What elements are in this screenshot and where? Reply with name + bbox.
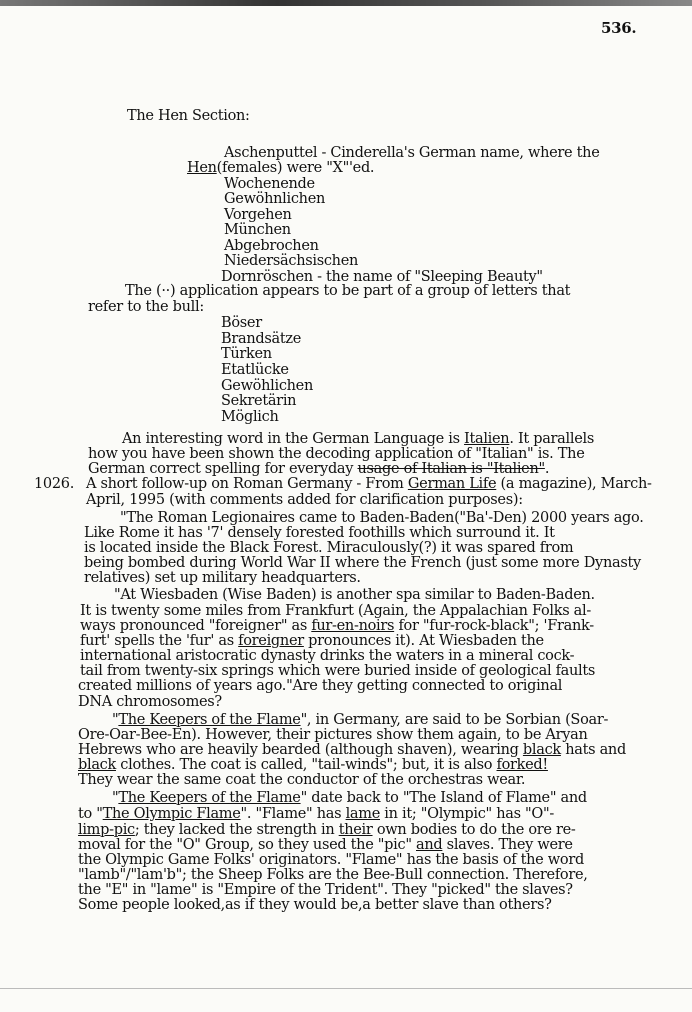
keepers2-line-2 <box>78 806 554 822</box>
list-item: Dornröschen - the name of "Sleeping Beauty" <box>221 269 543 285</box>
keepers2-line-1 <box>112 790 587 806</box>
roman-line-5: relatives) set up military headquarters. <box>84 570 361 586</box>
keepers-line-4 <box>78 757 548 773</box>
text-segment: clothes. The coat is called, "tail-winds"; but, it is also <box>115 757 497 773</box>
wiesbaden-line-3 <box>80 618 594 634</box>
text-segment: to " <box>78 806 103 822</box>
text-segment: Language is <box>373 431 465 447</box>
italien-line-3 <box>88 461 549 477</box>
text-segment: own bodies to do the ore re- <box>372 822 576 838</box>
text-segment: furt' spells the 'fur' as <box>80 633 239 649</box>
hen-word: Hen <box>187 160 217 176</box>
underlined-word: foreigner <box>238 633 304 649</box>
text-segment: slaves. They were <box>442 837 573 853</box>
underlined-phrase: The Olympic Flame <box>102 806 241 822</box>
text-segment: . It parallels <box>509 431 594 447</box>
list-item: Böser <box>221 315 262 331</box>
section-title: The Hen Section: <box>127 108 250 124</box>
text-segment: pronounces it). At Wiesbaden the <box>303 633 544 649</box>
underlined-word: forked! <box>496 757 548 773</box>
underlined-word: fur-en-noirs <box>311 618 395 634</box>
text-segment: Hebrews who are heavily bearded (although shaven), wearing <box>78 742 523 758</box>
keepers2-line-8: Some people looked,as if they would be,a better slave than others? <box>78 897 552 913</box>
roman-line-4: being bombed during World War II where the French (just some more Dynasty <box>84 555 641 571</box>
underlined-word: limp-pic <box>78 822 135 838</box>
italien-word: Italien <box>464 431 510 447</box>
wiesbaden-line-4 <box>80 633 544 649</box>
wiesbaden-line-8: DNA chromosomes? <box>78 694 222 710</box>
wiesbaden-line-1: "At Wiesbaden (Wise Baden) is another spa similar to Baden-Baden. <box>114 587 595 603</box>
keepers-line-1 <box>112 712 608 728</box>
list-item: Türken <box>221 346 272 362</box>
entry-1026-line-2: April, 1995 (with comments added for clarification purposes): <box>86 492 523 508</box>
keepers-line-3 <box>78 742 626 758</box>
bull-intro-line-2: refer to the bull: <box>88 299 204 315</box>
underlined-phrase: The Keepers of the Flame <box>118 712 301 728</box>
text-segment: moval for the "O" Group, so they used the "pic" <box>78 837 416 853</box>
text-segment: ", in Germany, are said to be Sorbian (Soar- <box>300 712 609 728</box>
list-item: Brandsätze <box>221 331 301 347</box>
bull-intro-line-1: The (··) application appears to be part of a group of letters that <box>125 283 571 299</box>
text-segment: An interesting word in the German <box>122 431 374 447</box>
text-segment: " date back to "The Island of Flame" and <box>300 790 587 806</box>
intro-line-2-rest: (females) were "X"'ed. <box>216 160 375 176</box>
entry-number: 1026. <box>34 476 75 492</box>
wiesbaden-line-2: It is twenty some miles from Frankfurt (Again, the Appalachian Folks al- <box>80 603 591 619</box>
underlined-word: lame <box>345 806 380 822</box>
wiesbaden-line-7: created millions of years ago."Are they getting connected to original <box>78 678 563 694</box>
underlined-word: and <box>416 837 443 853</box>
text-segment: ". "Flame" has <box>240 806 346 822</box>
intro-line-1: Aschenputtel - Cinderella's German name, where the <box>224 145 600 161</box>
list-item: Niedersächsischen <box>224 253 359 269</box>
wiesbaden-line-5: international aristocratic dynasty drinks the waters in a mineral cock- <box>80 648 575 664</box>
magazine-title: German Life <box>407 476 497 492</box>
keepers2-line-6: "lamb"/"lam'b"; the Sheep Folks are the Bee-Bull connection. Therefore, <box>78 867 588 883</box>
text-segment: ways pronounced "foreigner" as <box>80 618 312 634</box>
list-item: Sekretärin <box>221 393 297 409</box>
list-item: Wochenende <box>224 176 315 192</box>
keepers2-line-5: the Olympic Game Folks' originators. "Flame" has the basis of the word <box>78 852 584 868</box>
text-segment: ; they lacked the strength in <box>134 822 339 838</box>
list-item: Gewöhnlichen <box>224 191 326 207</box>
text-segment: in it; "Olympic" has "O"- <box>380 806 554 822</box>
scan-bottom-edge <box>0 988 692 989</box>
list-item: Vorgehen <box>224 207 292 223</box>
wiesbaden-line-6: tail from twenty-six springs which were buried inside of geological faults <box>80 663 596 679</box>
text-segment: for "fur-rock-black"; 'Frank- <box>394 618 594 634</box>
list-item: Gewöhlichen <box>221 378 313 394</box>
list-item: Abgebrochen <box>224 238 319 254</box>
text-segment: hats and <box>560 742 626 758</box>
keepers-line-5: They wear the same coat the conductor of the orchestras wear. <box>78 772 526 788</box>
text-segment: . <box>544 461 550 477</box>
roman-line-1: "The Roman Legionaires came to Baden-Baden("Ba'-Den) 2000 years ago. <box>120 510 644 526</box>
intro-line-2 <box>187 160 374 176</box>
page-number: 536. <box>601 19 637 37</box>
underlined-word: black <box>78 757 116 773</box>
keepers2-line-4 <box>78 837 573 853</box>
text-segment: German correct spelling for everyday <box>88 461 358 477</box>
italien-line-1 <box>122 431 594 447</box>
roman-line-2: Like Rome it has '7' densely forested foothills which surround it. It <box>84 525 555 541</box>
underlined-word: their <box>338 822 373 838</box>
list-item: Möglich <box>221 409 279 425</box>
keepers2-line-3 <box>78 822 575 838</box>
struck-text: usage of Italian is "Italien" <box>357 461 545 477</box>
list-item: München <box>224 222 291 238</box>
underlined-word: black <box>522 742 561 758</box>
roman-line-3: is located inside the Black Forest. Miraculously(?) it was spared from <box>84 540 574 556</box>
list-item: Etatlücke <box>221 362 289 378</box>
keepers-line-2: Ore-Oar-Bee-En). However, their pictures show them again, to be Aryan <box>78 727 588 743</box>
text-segment: " <box>112 790 119 806</box>
scan-top-edge <box>0 0 692 6</box>
underlined-phrase: The Keepers of the Flame <box>118 790 301 806</box>
entry-1026-line-1 <box>86 476 652 492</box>
italien-line-2: how you have been shown the decoding application of "Italian" is. The <box>88 446 585 462</box>
text-segment: " <box>112 712 119 728</box>
keepers2-line-7: the "E" in "lame" is "Empire of the Trident". They "picked" the slaves? <box>78 882 573 898</box>
text-segment: (a magazine), March- <box>496 476 652 492</box>
text-segment: A short follow-up on Roman Germany - From <box>86 476 408 492</box>
